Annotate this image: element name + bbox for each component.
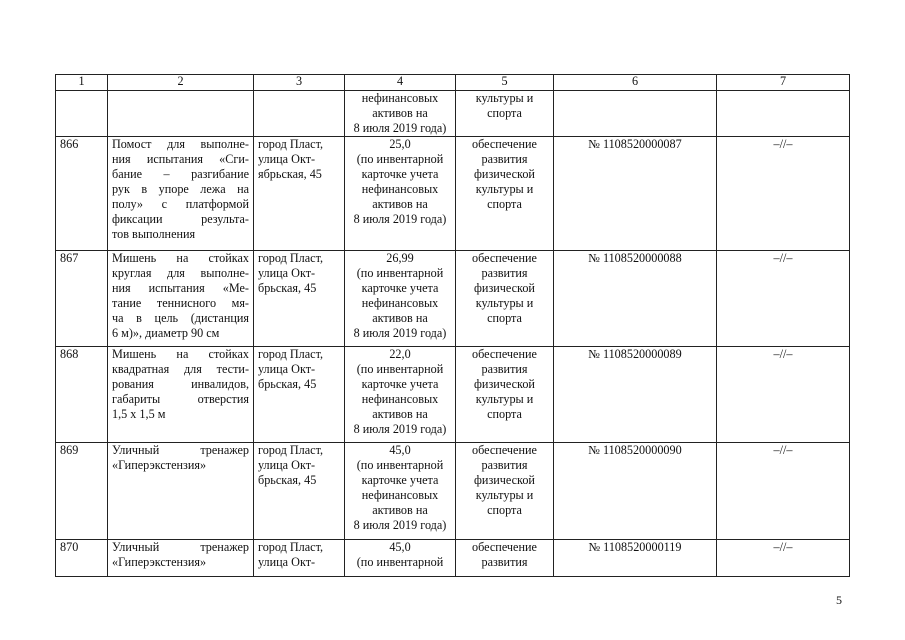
- name-line: круглая для выполне-: [112, 266, 249, 280]
- value-line: (по инвентарной: [356, 555, 444, 569]
- cell-address: [254, 251, 345, 347]
- name-line: Помост для выполне-: [112, 137, 249, 151]
- value-line: 26,99: [386, 251, 414, 265]
- cell-value: [345, 251, 456, 347]
- address-line: брьская, 45: [258, 281, 317, 295]
- purpose-line: спорта: [487, 106, 522, 120]
- address-line: улица Окт-: [258, 266, 316, 280]
- cell-ditto: –//–: [717, 443, 850, 540]
- value-line: (по инвентарной: [356, 266, 444, 280]
- cell-ditto: [717, 91, 850, 137]
- value-line: 8 июля 2019 года): [353, 212, 447, 226]
- cell-num: 867: [56, 251, 108, 347]
- cell-address: [254, 137, 345, 251]
- table-row: [56, 443, 850, 540]
- cell-purpose: [456, 540, 554, 577]
- name-line: ния испытания «Сги-: [112, 152, 249, 166]
- column-number: 4: [345, 75, 456, 91]
- name-line: «Гиперэкстензия»: [112, 555, 207, 569]
- purpose-line: культуры и: [475, 182, 534, 196]
- cell-name: [108, 443, 254, 540]
- purpose-line: культуры и: [475, 488, 534, 502]
- name-line: тов выполнения: [112, 227, 196, 241]
- column-number: 3: [254, 75, 345, 91]
- cell-num: 869: [56, 443, 108, 540]
- purpose-line: физической: [474, 167, 535, 181]
- purpose-line: культуры и: [475, 392, 534, 406]
- cell-ditto: –//–: [717, 137, 850, 251]
- cell-address: [254, 540, 345, 577]
- address-line: улица Окт-: [258, 362, 316, 376]
- table-body: [56, 75, 850, 577]
- purpose-line: спорта: [487, 407, 522, 421]
- name-line: рования инвалидов,: [112, 377, 249, 391]
- purpose-line: спорта: [487, 311, 522, 325]
- cell-address: [254, 91, 345, 137]
- cell-value: [345, 91, 456, 137]
- purpose-line: развития: [481, 458, 528, 472]
- name-line: бание – разгибание: [112, 167, 249, 181]
- purpose-line: развития: [481, 266, 528, 280]
- value-line: (по инвентарной: [356, 362, 444, 376]
- cell-address: [254, 443, 345, 540]
- value-line: (по инвентарной: [356, 152, 444, 166]
- cell-ditto: –//–: [717, 540, 850, 577]
- purpose-line: обеспечение: [472, 443, 537, 457]
- name-line: Мишень на стойках: [112, 347, 249, 361]
- cell-ditto: –//–: [717, 347, 850, 443]
- cell-name: [108, 137, 254, 251]
- column-number: 2: [108, 75, 254, 91]
- purpose-line: спорта: [487, 503, 522, 517]
- cell-name: [108, 540, 254, 577]
- value-line: нефинансовых: [361, 488, 439, 502]
- name-line: Уличный тренажер: [112, 443, 249, 457]
- column-number: 1: [56, 75, 108, 91]
- cell-purpose: [456, 137, 554, 251]
- cell-ditto: –//–: [717, 251, 850, 347]
- purpose-line: обеспечение: [472, 347, 537, 361]
- table-row: [56, 540, 850, 577]
- continuation-row: [56, 91, 850, 137]
- purpose-line: культуры и: [475, 91, 534, 105]
- value-line: 8 июля 2019 года): [353, 121, 447, 135]
- purpose-line: развития: [481, 362, 528, 376]
- address-line: брьская, 45: [258, 473, 317, 487]
- address-line: город Пласт,: [258, 137, 324, 151]
- purpose-line: физической: [474, 281, 535, 295]
- name-line: Уличный тренажер: [112, 540, 249, 554]
- cell-value: [345, 443, 456, 540]
- name-line: Мишень на стойках: [112, 251, 249, 265]
- name-line: 6 м)», диаметр 90 см: [112, 326, 220, 340]
- purpose-line: развития: [481, 555, 528, 569]
- value-line: карточке учета: [361, 377, 439, 391]
- address-line: улица Окт-: [258, 458, 316, 472]
- name-line: квадратная для тести-: [112, 362, 249, 376]
- page-number: 5: [836, 593, 842, 607]
- purpose-line: развития: [481, 152, 528, 166]
- value-line: 8 июля 2019 года): [353, 326, 447, 340]
- table-row: [56, 347, 850, 443]
- name-line: «Гиперэкстензия»: [112, 458, 207, 472]
- name-line: фиксации результа-: [112, 212, 249, 226]
- purpose-line: физической: [474, 473, 535, 487]
- address-line: город Пласт,: [258, 347, 324, 361]
- table-row: [56, 137, 850, 251]
- value-line: активов на: [372, 311, 428, 325]
- cell-value: [345, 347, 456, 443]
- name-line: полу» с платформой: [112, 197, 249, 211]
- address-line: ябрьская, 45: [258, 167, 322, 181]
- address-line: город Пласт,: [258, 251, 324, 265]
- value-line: карточке учета: [361, 167, 439, 181]
- value-line: 8 июля 2019 года): [353, 422, 447, 436]
- cell-name: [108, 91, 254, 137]
- cell-registry-number: № 1108520000090: [554, 443, 717, 540]
- cell-address: [254, 347, 345, 443]
- value-line: нефинансовых: [361, 296, 439, 310]
- value-line: нефинансовых: [361, 182, 439, 196]
- address-line: город Пласт,: [258, 540, 324, 554]
- address-line: улица Окт-: [258, 152, 316, 166]
- name-line: ния испытания «Ме-: [112, 281, 249, 295]
- name-line: габариты отверстия: [112, 392, 249, 406]
- column-number: 7: [717, 75, 850, 91]
- value-line: активов на: [372, 503, 428, 517]
- cell-purpose: [456, 91, 554, 137]
- cell-value: [345, 137, 456, 251]
- value-line: 8 июля 2019 года): [353, 518, 447, 532]
- cell-purpose: [456, 347, 554, 443]
- value-line: активов на: [372, 106, 428, 120]
- cell-registry-number: № 1108520000088: [554, 251, 717, 347]
- cell-registry-number: № 1108520000119: [554, 540, 717, 577]
- table-row: [56, 251, 850, 347]
- purpose-line: обеспечение: [472, 137, 537, 151]
- name-line: ча в цель (дистанция: [112, 311, 249, 325]
- name-line: рук в упоре лежа на: [112, 182, 249, 196]
- cell-registry-number: № 1108520000089: [554, 347, 717, 443]
- name-line: 1,5 х 1,5 м: [112, 407, 166, 421]
- cell-num: 870: [56, 540, 108, 577]
- purpose-line: культуры и: [475, 296, 534, 310]
- value-line: активов на: [372, 197, 428, 211]
- value-line: карточке учета: [361, 281, 439, 295]
- value-line: 22,0: [389, 347, 411, 361]
- value-line: 45,0: [389, 443, 411, 457]
- value-line: нефинансовых: [361, 392, 439, 406]
- cell-name: [108, 347, 254, 443]
- name-line: тание теннисного мя-: [112, 296, 249, 310]
- address-line: улица Окт-: [258, 555, 316, 569]
- purpose-line: обеспечение: [472, 251, 537, 265]
- cell-num: 868: [56, 347, 108, 443]
- column-number: 6: [554, 75, 717, 91]
- value-line: нефинансовых: [361, 91, 439, 105]
- value-line: активов на: [372, 407, 428, 421]
- purpose-line: физической: [474, 377, 535, 391]
- column-number: 5: [456, 75, 554, 91]
- cell-name: [108, 251, 254, 347]
- value-line: (по инвентарной: [356, 458, 444, 472]
- purpose-line: обеспечение: [472, 540, 537, 554]
- value-line: 25,0: [389, 137, 411, 151]
- cell-purpose: [456, 251, 554, 347]
- cell-purpose: [456, 443, 554, 540]
- cell-num: 866: [56, 137, 108, 251]
- cell-num: [56, 91, 108, 137]
- property-registry-table: [55, 74, 850, 577]
- cell-registry-number: № 1108520000087: [554, 137, 717, 251]
- cell-registry-number: [554, 91, 717, 137]
- cell-value: [345, 540, 456, 577]
- column-number-row: [56, 75, 850, 91]
- address-line: город Пласт,: [258, 443, 324, 457]
- value-line: 45,0: [389, 540, 411, 554]
- purpose-line: спорта: [487, 197, 522, 211]
- value-line: карточке учета: [361, 473, 439, 487]
- address-line: брьская, 45: [258, 377, 317, 391]
